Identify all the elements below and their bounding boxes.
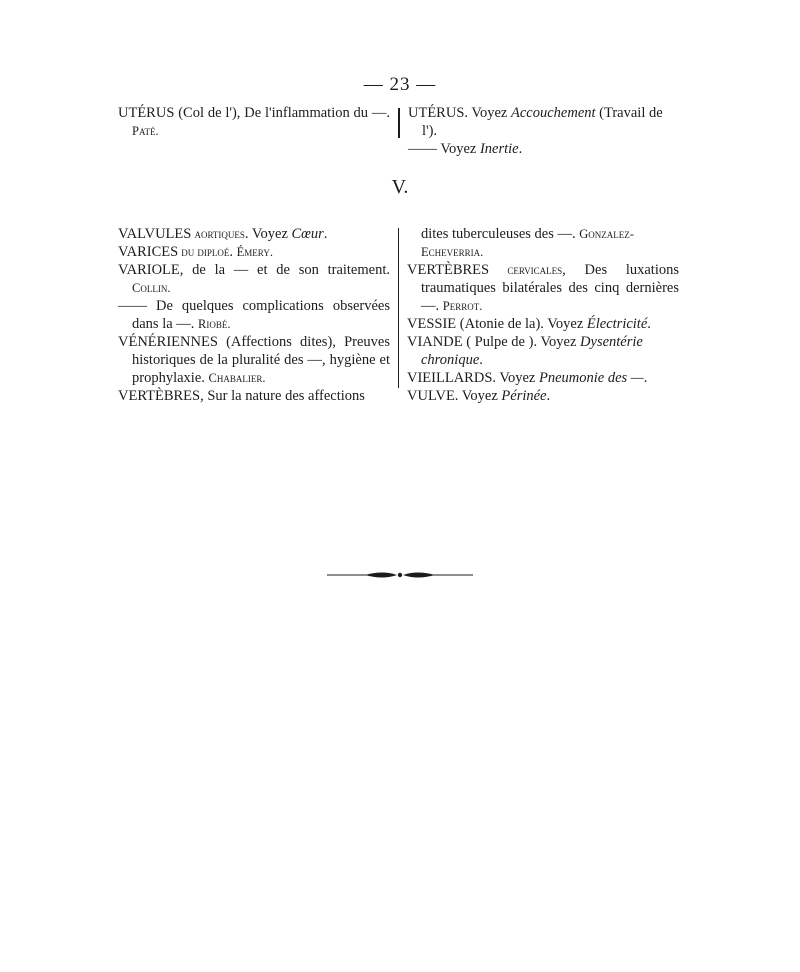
entry-head: UTÉRUS. (408, 105, 469, 121)
entry-author: Paté. (132, 124, 159, 138)
entry-head: VERTÈBRES (118, 388, 201, 404)
index-entry (407, 261, 679, 315)
index-entry (408, 104, 680, 140)
entry-text: . Voyez (244, 226, 292, 242)
entry-tail: . (546, 388, 551, 404)
entry-text: . (229, 244, 237, 260)
entry-author: Gonzalez-Echeverria. (421, 227, 634, 259)
index-entry (407, 315, 679, 333)
entry-head: —— (118, 298, 147, 314)
entry-text: Voyez (496, 370, 539, 386)
entry-qualifier: cervicales (489, 263, 563, 277)
entry-text: (Col de l'), De l'inflammation du —. (174, 105, 390, 121)
top-left-column (118, 104, 398, 158)
entry-tail: . (518, 141, 523, 157)
entry-head: UTÉRUS (118, 105, 175, 121)
entry-tail: . (323, 226, 328, 242)
index-entry (118, 387, 390, 405)
entry-author: Chabalier. (208, 371, 266, 385)
entry-text: ( Pulpe de ). Voyez (462, 334, 581, 350)
main-left-column (118, 225, 398, 405)
index-entry (118, 243, 390, 261)
entry-text: (Affections dites), Preuves historiques de la pluralité des —, hygiène et prophylaxie. (132, 334, 390, 386)
index-entry-continuation (407, 225, 679, 261)
index-entry (118, 297, 390, 333)
entry-head: VARICES (118, 244, 179, 260)
entry-author: Riobé. (198, 317, 231, 331)
entry-text: dites tuberculeuses des —. (421, 226, 580, 242)
index-entry (407, 387, 679, 405)
entry-qualifier: aortiques (191, 227, 245, 241)
top-right-column (400, 104, 680, 158)
entry-text: , Des luxations traumatiques bilatérales des cinq dernières —. (421, 262, 679, 314)
entry-head: VERTÈBRES (407, 262, 490, 278)
top-entries (118, 104, 680, 158)
index-entry (118, 333, 390, 387)
entry-head: —— (408, 141, 437, 157)
entry-text: De quelques complications observées dans la —. (132, 298, 390, 332)
entry-text: Voyez (458, 388, 502, 404)
index-entry (408, 140, 680, 158)
entry-ref: Inertie (479, 141, 519, 157)
entry-ref: Accouchement (511, 105, 596, 121)
entry-tail: . (647, 316, 651, 332)
entry-head: VÉNÉRIENNES (118, 334, 218, 350)
entry-text: , de la — et de son traitement. (179, 262, 390, 278)
entry-text: Voyez (437, 141, 480, 157)
entry-text: Voyez (468, 105, 511, 121)
section-letter-heading: V. (391, 176, 409, 198)
entry-head: VALVULES (118, 226, 192, 242)
entry-author: Perrot. (442, 299, 483, 313)
end-ornament (325, 568, 475, 582)
entry-head: VARIOLE (118, 262, 180, 278)
main-right-column (399, 225, 679, 405)
entry-ref: Dysentérie chronique (421, 334, 643, 368)
entry-ref: Électricité (586, 316, 648, 332)
main-entries (118, 225, 680, 405)
entry-head: VESSIE (407, 316, 457, 332)
entry-tail: . (479, 352, 483, 368)
entry-ref: Cœur (291, 226, 324, 242)
entry-ref: Pneumonie des — (538, 370, 644, 386)
entry-ref: Périnée (501, 388, 547, 404)
entry-head: VULVE. (407, 388, 459, 404)
index-entry (118, 261, 390, 297)
page-number: — 23 — (363, 74, 437, 95)
entry-text: (Atonie de la). Voyez (456, 316, 587, 332)
entry-head: VIANDE (407, 334, 463, 350)
entry-author: Émery. (236, 245, 273, 259)
entry-tail: (Travail de l'). (422, 105, 663, 139)
entry-text: , Sur la nature des affections (200, 388, 365, 404)
index-entry (407, 333, 679, 369)
entry-qualifier: du diploé (178, 245, 230, 259)
entry-head: VIEILLARDS. (407, 370, 497, 386)
entry-tail: . (643, 370, 648, 386)
index-entry (118, 225, 390, 243)
index-entry (407, 369, 679, 387)
index-entry (118, 104, 390, 140)
entry-author: Collin. (132, 281, 171, 295)
